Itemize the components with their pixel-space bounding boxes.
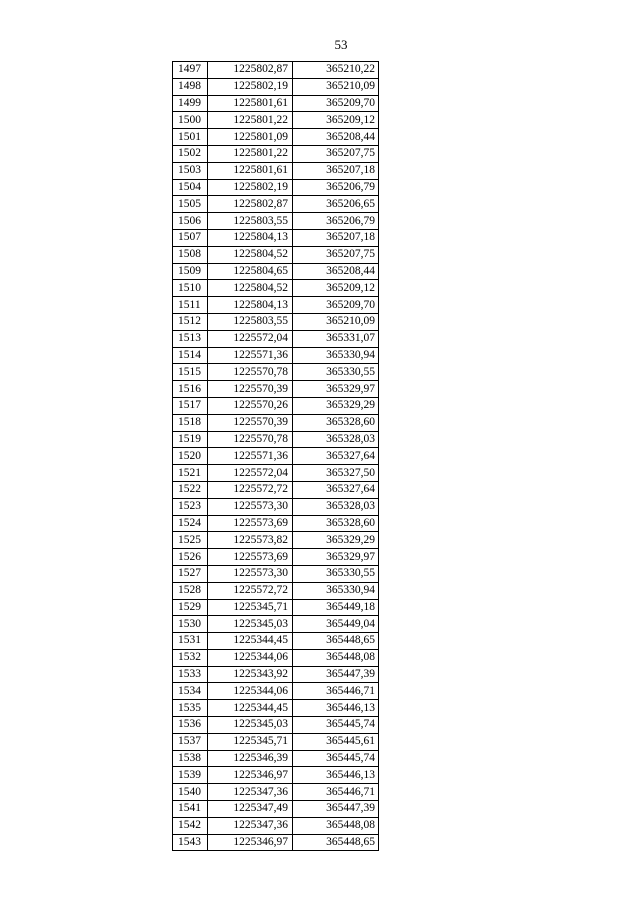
x-coordinate-cell: 1225347,49 bbox=[208, 801, 293, 818]
y-coordinate-cell: 365207,18 bbox=[293, 229, 379, 246]
y-coordinate-cell: 365207,75 bbox=[293, 246, 379, 263]
y-coordinate-cell: 365328,60 bbox=[293, 414, 379, 431]
table-row bbox=[173, 129, 379, 146]
point-number-cell: 1503 bbox=[173, 162, 208, 179]
y-coordinate-cell: 365330,94 bbox=[293, 582, 379, 599]
point-number-cell: 1500 bbox=[173, 112, 208, 129]
table-row bbox=[173, 717, 379, 734]
x-coordinate-cell: 1225802,87 bbox=[208, 62, 293, 79]
y-coordinate-cell: 365328,60 bbox=[293, 515, 379, 532]
x-coordinate-cell: 1225804,52 bbox=[208, 246, 293, 263]
point-number-cell: 1509 bbox=[173, 263, 208, 280]
x-coordinate-cell: 1225573,69 bbox=[208, 515, 293, 532]
table-row bbox=[173, 431, 379, 448]
point-number-cell: 1513 bbox=[173, 330, 208, 347]
table-row bbox=[173, 213, 379, 230]
x-coordinate-cell: 1225345,71 bbox=[208, 733, 293, 750]
table-row bbox=[173, 750, 379, 767]
point-number-cell: 1516 bbox=[173, 381, 208, 398]
point-number-cell: 1504 bbox=[173, 179, 208, 196]
y-coordinate-cell: 365449,04 bbox=[293, 616, 379, 633]
table-row bbox=[173, 498, 379, 515]
table-row bbox=[173, 78, 379, 95]
y-coordinate-cell: 365446,71 bbox=[293, 683, 379, 700]
point-number-cell: 1534 bbox=[173, 683, 208, 700]
point-number-cell: 1538 bbox=[173, 750, 208, 767]
table-row bbox=[173, 297, 379, 314]
x-coordinate-cell: 1225573,30 bbox=[208, 565, 293, 582]
table-row bbox=[173, 784, 379, 801]
y-coordinate-cell: 365329,97 bbox=[293, 381, 379, 398]
y-coordinate-cell: 365448,65 bbox=[293, 633, 379, 650]
point-number-cell: 1524 bbox=[173, 515, 208, 532]
point-number-cell: 1540 bbox=[173, 784, 208, 801]
y-coordinate-cell: 365327,64 bbox=[293, 481, 379, 498]
y-coordinate-cell: 365446,13 bbox=[293, 767, 379, 784]
point-number-cell: 1514 bbox=[173, 347, 208, 364]
point-number-cell: 1537 bbox=[173, 733, 208, 750]
y-coordinate-cell: 365208,44 bbox=[293, 129, 379, 146]
y-coordinate-cell: 365209,12 bbox=[293, 280, 379, 297]
point-number-cell: 1523 bbox=[173, 498, 208, 515]
x-coordinate-cell: 1225345,71 bbox=[208, 599, 293, 616]
y-coordinate-cell: 365206,79 bbox=[293, 213, 379, 230]
point-number-cell: 1525 bbox=[173, 532, 208, 549]
x-coordinate-cell: 1225803,55 bbox=[208, 213, 293, 230]
x-coordinate-cell: 1225573,82 bbox=[208, 532, 293, 549]
point-number-cell: 1518 bbox=[173, 414, 208, 431]
table-row bbox=[173, 162, 379, 179]
x-coordinate-cell: 1225572,72 bbox=[208, 582, 293, 599]
x-coordinate-cell: 1225570,78 bbox=[208, 364, 293, 381]
x-coordinate-cell: 1225345,03 bbox=[208, 616, 293, 633]
table-row bbox=[173, 145, 379, 162]
x-coordinate-cell: 1225344,06 bbox=[208, 683, 293, 700]
table-row bbox=[173, 263, 379, 280]
x-coordinate-cell: 1225802,19 bbox=[208, 78, 293, 95]
x-coordinate-cell: 1225347,36 bbox=[208, 817, 293, 834]
point-number-cell: 1522 bbox=[173, 481, 208, 498]
x-coordinate-cell: 1225573,69 bbox=[208, 549, 293, 566]
x-coordinate-cell: 1225570,78 bbox=[208, 431, 293, 448]
y-coordinate-cell: 365329,29 bbox=[293, 532, 379, 549]
y-coordinate-cell: 365330,55 bbox=[293, 364, 379, 381]
x-coordinate-cell: 1225804,52 bbox=[208, 280, 293, 297]
table-row bbox=[173, 817, 379, 834]
table-row bbox=[173, 347, 379, 364]
x-coordinate-cell: 1225343,92 bbox=[208, 666, 293, 683]
table-row bbox=[173, 700, 379, 717]
x-coordinate-cell: 1225346,97 bbox=[208, 834, 293, 851]
point-number-cell: 1517 bbox=[173, 397, 208, 414]
y-coordinate-cell: 365209,12 bbox=[293, 112, 379, 129]
table-row bbox=[173, 229, 379, 246]
x-coordinate-cell: 1225572,04 bbox=[208, 330, 293, 347]
x-coordinate-cell: 1225345,03 bbox=[208, 717, 293, 734]
y-coordinate-cell: 365448,08 bbox=[293, 817, 379, 834]
table-row bbox=[173, 616, 379, 633]
point-number-cell: 1497 bbox=[173, 62, 208, 79]
x-coordinate-cell: 1225570,39 bbox=[208, 414, 293, 431]
y-coordinate-cell: 365449,18 bbox=[293, 599, 379, 616]
y-coordinate-cell: 365207,18 bbox=[293, 162, 379, 179]
point-number-cell: 1511 bbox=[173, 297, 208, 314]
y-coordinate-cell: 365330,94 bbox=[293, 347, 379, 364]
point-number-cell: 1502 bbox=[173, 145, 208, 162]
table-row bbox=[173, 801, 379, 818]
point-number-cell: 1510 bbox=[173, 280, 208, 297]
point-number-cell: 1536 bbox=[173, 717, 208, 734]
table-row bbox=[173, 246, 379, 263]
y-coordinate-cell: 365327,50 bbox=[293, 465, 379, 482]
y-coordinate-cell: 365329,29 bbox=[293, 397, 379, 414]
table-row bbox=[173, 633, 379, 650]
x-coordinate-cell: 1225346,39 bbox=[208, 750, 293, 767]
table-row bbox=[173, 280, 379, 297]
table-row bbox=[173, 112, 379, 129]
table-row bbox=[173, 196, 379, 213]
x-coordinate-cell: 1225347,36 bbox=[208, 784, 293, 801]
y-coordinate-cell: 365331,07 bbox=[293, 330, 379, 347]
table-row bbox=[173, 481, 379, 498]
point-number-cell: 1533 bbox=[173, 666, 208, 683]
page-number: 53 bbox=[334, 37, 348, 52]
point-number-cell: 1531 bbox=[173, 633, 208, 650]
x-coordinate-cell: 1225346,97 bbox=[208, 767, 293, 784]
point-number-cell: 1541 bbox=[173, 801, 208, 818]
y-coordinate-cell: 365327,64 bbox=[293, 448, 379, 465]
x-coordinate-cell: 1225804,13 bbox=[208, 229, 293, 246]
point-number-cell: 1530 bbox=[173, 616, 208, 633]
table-row bbox=[173, 330, 379, 347]
point-number-cell: 1499 bbox=[173, 95, 208, 112]
point-number-cell: 1528 bbox=[173, 582, 208, 599]
table-row bbox=[173, 733, 379, 750]
table-row bbox=[173, 448, 379, 465]
table-row bbox=[173, 397, 379, 414]
point-number-cell: 1535 bbox=[173, 700, 208, 717]
x-coordinate-cell: 1225572,72 bbox=[208, 481, 293, 498]
table-row bbox=[173, 767, 379, 784]
table-row bbox=[173, 599, 379, 616]
y-coordinate-cell: 365445,74 bbox=[293, 750, 379, 767]
x-coordinate-cell: 1225344,45 bbox=[208, 700, 293, 717]
table-row bbox=[173, 532, 379, 549]
x-coordinate-cell: 1225802,19 bbox=[208, 179, 293, 196]
table-row bbox=[173, 666, 379, 683]
point-number-cell: 1508 bbox=[173, 246, 208, 263]
y-coordinate-cell: 365207,75 bbox=[293, 145, 379, 162]
y-coordinate-cell: 365330,55 bbox=[293, 565, 379, 582]
y-coordinate-cell: 365210,09 bbox=[293, 78, 379, 95]
y-coordinate-cell: 365206,65 bbox=[293, 196, 379, 213]
y-coordinate-cell: 365447,39 bbox=[293, 666, 379, 683]
point-number-cell: 1512 bbox=[173, 313, 208, 330]
table-row bbox=[173, 364, 379, 381]
y-coordinate-cell: 365328,03 bbox=[293, 431, 379, 448]
x-coordinate-cell: 1225801,61 bbox=[208, 162, 293, 179]
y-coordinate-cell: 365446,13 bbox=[293, 700, 379, 717]
point-number-cell: 1543 bbox=[173, 834, 208, 851]
x-coordinate-cell: 1225801,22 bbox=[208, 112, 293, 129]
table-row bbox=[173, 683, 379, 700]
point-number-cell: 1529 bbox=[173, 599, 208, 616]
point-number-cell: 1507 bbox=[173, 229, 208, 246]
point-number-cell: 1506 bbox=[173, 213, 208, 230]
x-coordinate-cell: 1225572,04 bbox=[208, 465, 293, 482]
point-number-cell: 1532 bbox=[173, 649, 208, 666]
point-number-cell: 1519 bbox=[173, 431, 208, 448]
x-coordinate-cell: 1225801,22 bbox=[208, 145, 293, 162]
x-coordinate-cell: 1225801,61 bbox=[208, 95, 293, 112]
table-row bbox=[173, 62, 379, 79]
x-coordinate-cell: 1225803,55 bbox=[208, 313, 293, 330]
coordinates-table-body bbox=[173, 62, 379, 851]
table-row bbox=[173, 582, 379, 599]
point-number-cell: 1505 bbox=[173, 196, 208, 213]
table-row bbox=[173, 649, 379, 666]
x-coordinate-cell: 1225571,36 bbox=[208, 347, 293, 364]
coordinates-table bbox=[172, 61, 379, 851]
y-coordinate-cell: 365210,09 bbox=[293, 313, 379, 330]
point-number-cell: 1526 bbox=[173, 549, 208, 566]
x-coordinate-cell: 1225804,13 bbox=[208, 297, 293, 314]
y-coordinate-cell: 365445,74 bbox=[293, 717, 379, 734]
x-coordinate-cell: 1225570,39 bbox=[208, 381, 293, 398]
y-coordinate-cell: 365209,70 bbox=[293, 95, 379, 112]
x-coordinate-cell: 1225344,06 bbox=[208, 649, 293, 666]
table-row bbox=[173, 414, 379, 431]
point-number-cell: 1501 bbox=[173, 129, 208, 146]
point-number-cell: 1527 bbox=[173, 565, 208, 582]
y-coordinate-cell: 365328,03 bbox=[293, 498, 379, 515]
y-coordinate-cell: 365445,61 bbox=[293, 733, 379, 750]
y-coordinate-cell: 365447,39 bbox=[293, 801, 379, 818]
x-coordinate-cell: 1225570,26 bbox=[208, 397, 293, 414]
table-row bbox=[173, 95, 379, 112]
point-number-cell: 1521 bbox=[173, 465, 208, 482]
table-row bbox=[173, 834, 379, 851]
point-number-cell: 1498 bbox=[173, 78, 208, 95]
y-coordinate-cell: 365329,97 bbox=[293, 549, 379, 566]
point-number-cell: 1515 bbox=[173, 364, 208, 381]
y-coordinate-cell: 365209,70 bbox=[293, 297, 379, 314]
x-coordinate-cell: 1225804,65 bbox=[208, 263, 293, 280]
y-coordinate-cell: 365206,79 bbox=[293, 179, 379, 196]
x-coordinate-cell: 1225344,45 bbox=[208, 633, 293, 650]
y-coordinate-cell: 365448,08 bbox=[293, 649, 379, 666]
point-number-cell: 1542 bbox=[173, 817, 208, 834]
y-coordinate-cell: 365448,65 bbox=[293, 834, 379, 851]
x-coordinate-cell: 1225573,30 bbox=[208, 498, 293, 515]
table-row bbox=[173, 549, 379, 566]
y-coordinate-cell: 365208,44 bbox=[293, 263, 379, 280]
table-row bbox=[173, 565, 379, 582]
x-coordinate-cell: 1225801,09 bbox=[208, 129, 293, 146]
y-coordinate-cell: 365210,22 bbox=[293, 62, 379, 79]
point-number-cell: 1539 bbox=[173, 767, 208, 784]
table-row bbox=[173, 381, 379, 398]
table-row bbox=[173, 313, 379, 330]
table-row bbox=[173, 465, 379, 482]
x-coordinate-cell: 1225571,36 bbox=[208, 448, 293, 465]
table-row bbox=[173, 515, 379, 532]
table-row bbox=[173, 179, 379, 196]
y-coordinate-cell: 365446,71 bbox=[293, 784, 379, 801]
point-number-cell: 1520 bbox=[173, 448, 208, 465]
x-coordinate-cell: 1225802,87 bbox=[208, 196, 293, 213]
